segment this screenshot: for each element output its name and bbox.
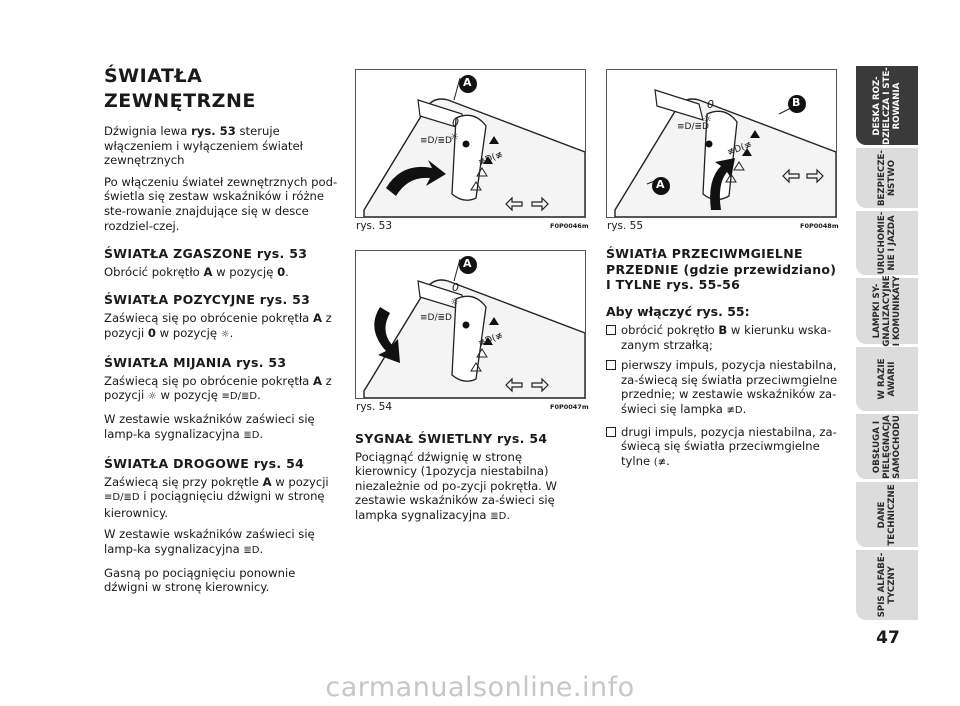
high-beam-indicator-icon: ≣D — [490, 510, 507, 522]
fog-steps-list — [606, 323, 838, 470]
position-light-icon: ☼ — [703, 114, 712, 125]
column-1 — [104, 124, 338, 602]
low-beam-icon: ≡D/≣D — [677, 122, 709, 132]
high-beam-indicator-icon: ≣D — [243, 545, 260, 557]
section-position-lights-text: Zaświecą się po obrócenie pokrętła A z pozycji 0 w pozycję ☼. — [104, 311, 338, 342]
figure-53-caption: rys. 53 — [356, 220, 393, 232]
section-high-beam-off: Gasną po pociągnięciu ponownie dźwigni w stronę kierownicy. — [104, 565, 296, 595]
front-fog-icon: ≢D — [726, 405, 743, 417]
section-high-beam-indicator: W zestawie wskaźników zaświeci się lamp-ka sygnalizacyjna ≣D. — [104, 527, 338, 558]
page-number: 47 — [876, 628, 900, 648]
lever-illustration — [356, 70, 585, 217]
tab-dashboard[interactable]: DESKA ROZ- DZIELCZA I STE- ROWANIA — [856, 66, 918, 145]
position-light-icon: ☼ — [450, 132, 459, 143]
list-item: obrócić pokrętło B w kierunku wska-zanym strzałką; — [606, 323, 838, 352]
figure-54 — [355, 250, 586, 399]
section-fog-title: ŚWIATłA PRZECIWMGIELNE PRZEDNIE (gdzie przewidziano) I TYLNE rys. 55-56 — [606, 246, 837, 292]
section-flash-title: SYGNAŁ ŚWIETLNY rys. 54 — [355, 431, 548, 446]
figure-55 — [606, 69, 837, 218]
low-high-beam-icon: ≡D/≣D — [104, 492, 140, 504]
list-item: pierwszy impuls, pozycja niestabilna, za-świecą się światła przeciwmgielne przednie; w zestawie wskaźników za-świeci się lampka ≢D. — [606, 358, 838, 418]
section-high-beam-title: ŚWIATŁA DROGOWE rys. 54 — [104, 456, 305, 472]
position-light-icon: ☼ — [147, 391, 157, 403]
lever-illustration — [356, 251, 585, 398]
fog-lights-icon: ≢D(≢ — [726, 139, 754, 159]
figure-label-a: A — [656, 178, 665, 191]
section-low-beam-text: Zaświecą się po obrócenie pokrętła A z pozycji ☼ w pozycję ≡D/≣D. — [104, 374, 338, 405]
low-beam-icon: ≡D/≣D — [420, 313, 452, 323]
figure-label-a: A — [463, 76, 472, 89]
section-lights-off-title: ŚWIATŁA ZGASZONE rys. 53 — [104, 246, 308, 262]
section-high-beam-text: Zaświecą się przy pokrętle A w pozycji ≡D/≣D i pociągnięciu dźwigni w stronę kierownicy. — [104, 474, 329, 520]
lever-zero-label: 0 — [707, 98, 714, 111]
section-low-beam-title: ŚWIATŁA MIJANIA rys. 53 — [104, 355, 287, 371]
checkbox-bullet-icon — [606, 360, 616, 370]
position-light-icon: ☼ — [450, 297, 459, 308]
tab-maintenance[interactable]: OBSŁUGA I PIELĘGNACJA SAMOCHODU — [856, 414, 918, 479]
figure-label-b: B — [792, 96, 801, 109]
lever-zero-label: 0 — [452, 281, 459, 294]
tab-starting-driving[interactable]: URUCHOMIE- NIE I JAZDA — [856, 211, 918, 275]
tab-warning-lights[interactable]: LAMPKI SY- GNALIZACYJNE I KOMUNIKATY — [856, 278, 918, 344]
column-2 — [355, 432, 585, 532]
tab-emergency[interactable]: W RAZIE AWARII — [856, 347, 918, 411]
watermark: carmanualsonline.info — [325, 672, 635, 703]
rear-fog-icon: (≢ — [653, 456, 667, 468]
tab-index[interactable]: SPIS ALFABE- TYCZNY — [856, 550, 918, 620]
low-beam-icon: ≡D/≣D — [221, 391, 258, 403]
figure-54-code: F0P0047m — [550, 403, 589, 411]
tab-technical-data[interactable]: DANE TECHNICZNE — [856, 482, 918, 547]
section-low-beam-indicator: W zestawie wskaźników zaświeci się lamp-ka sygnalizacyjna ≣D. — [104, 412, 338, 443]
position-light-icon: ☼ — [220, 328, 230, 340]
section-lights-off-text: Obrócić pokrętło A w pozycję 0. — [104, 264, 289, 279]
list-item: drugi impuls, pozycja niestabilna, za-świecą się światła przeciwmgielne tylne (≢. — [606, 425, 838, 471]
section-position-lights-title: ŚWIATŁA POZYCYJNE rys. 53 — [104, 292, 311, 308]
column-3 — [606, 246, 838, 476]
fog-lights-icon: ≢D(≢ — [477, 330, 505, 350]
figure-55-caption: rys. 55 — [607, 220, 644, 232]
section-flash-text: Pociągnąć dźwignię w stronę kierownicy (1pozycja niestabilna) niezależnie od po-zycji pokrętła. W zestawie wskaźników za-świeci się lampka sygnalizacyjna ≣D. — [355, 450, 585, 525]
lever-zero-label: 0 — [452, 116, 459, 129]
fog-lights-icon: ≢D(≢ — [477, 149, 505, 169]
checkbox-bullet-icon — [606, 427, 616, 437]
intro-paragraph-2: Po włączeniu świateł zewnętrznych pod-świetla się zestaw wskaźników i różne ste-rowanie znajdujące się w desce rozdziel-czej. — [104, 174, 338, 233]
low-beam-icon: ≡D/≣D — [420, 136, 452, 146]
page-title: ŚWIATŁA ZEWNĘTRZNE — [104, 65, 256, 112]
checkbox-bullet-icon — [606, 325, 616, 335]
section-fog-subtitle: Aby włączyć rys. 55: — [606, 303, 750, 319]
tab-safety[interactable]: BEZPIECZE- ŃSTWO — [856, 148, 918, 208]
figure-53-code: F0P0046m — [550, 222, 589, 230]
figure-label-a: A — [463, 257, 472, 270]
low-beam-indicator-icon: ≣D — [243, 429, 260, 441]
figure-54-caption: rys. 54 — [356, 401, 393, 413]
lever-illustration — [607, 70, 836, 217]
figure-55-code: F0P0048m — [800, 222, 839, 230]
intro-paragraph: Dźwignia lewa rys. 53 steruje włączeniem i wyłączeniem świateł zewnętrznych — [104, 124, 303, 168]
figure-53 — [355, 69, 586, 218]
